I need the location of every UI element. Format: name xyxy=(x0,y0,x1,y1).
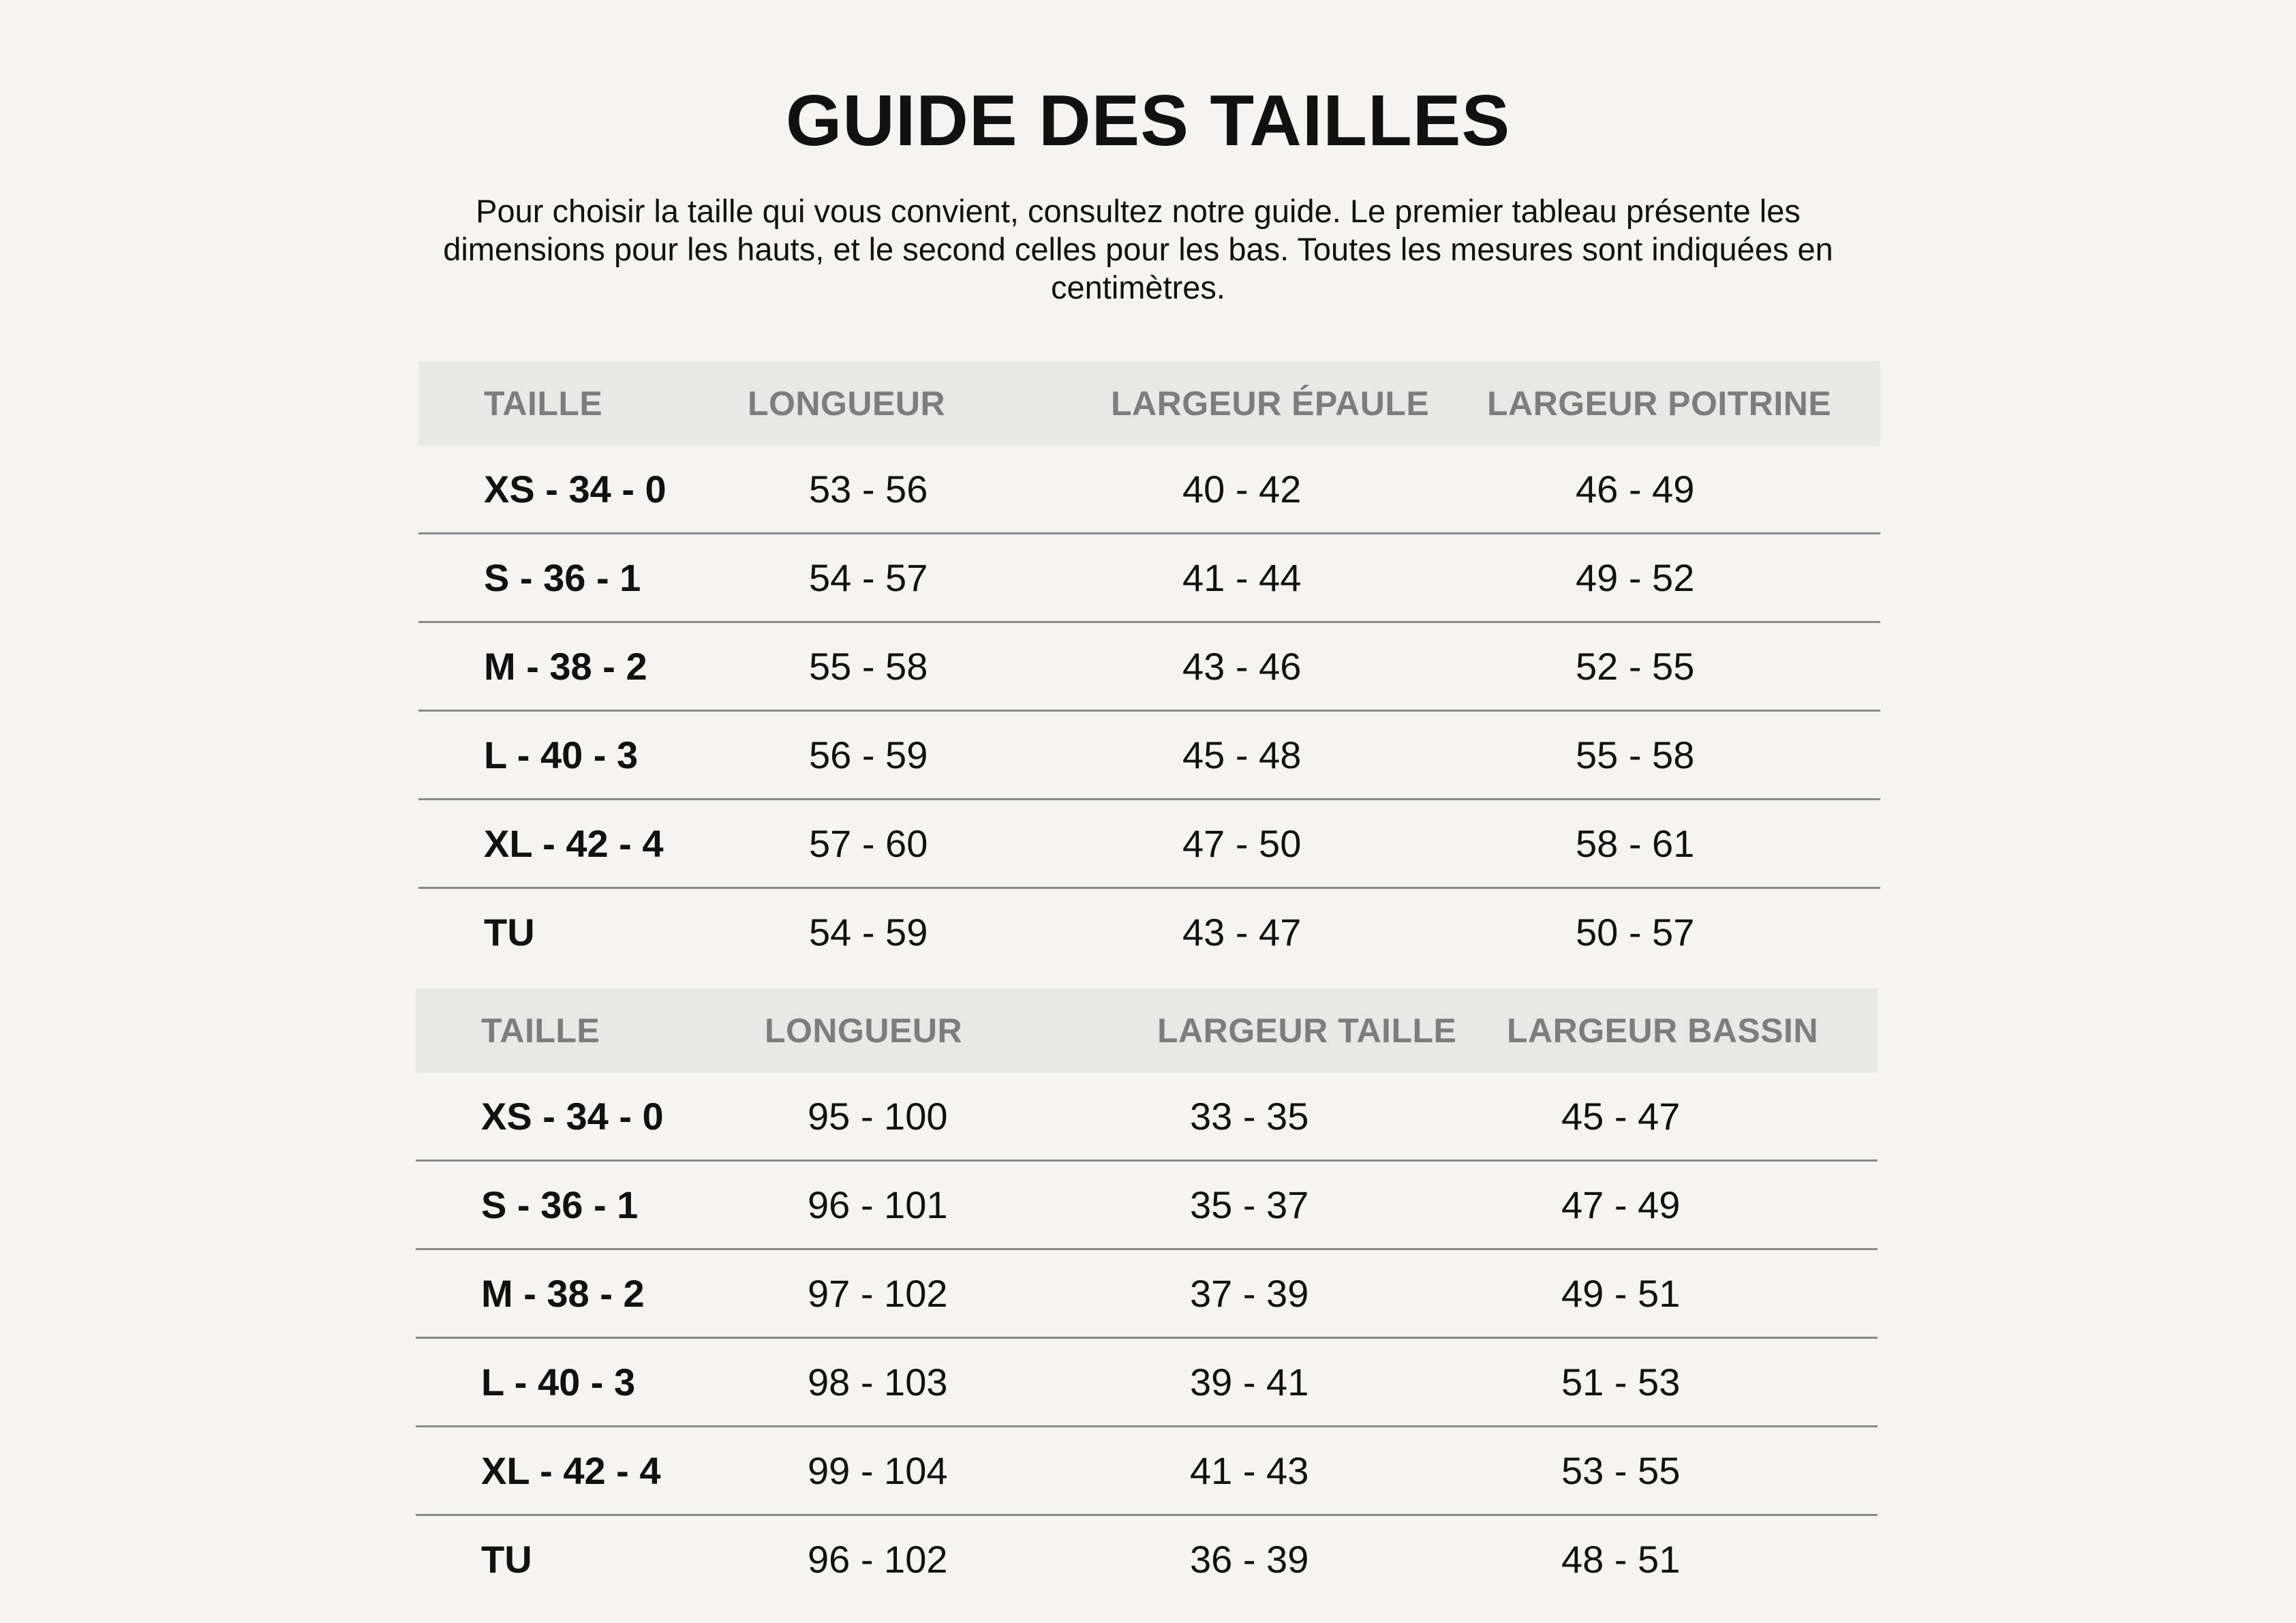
value-cell: 95 - 100 xyxy=(808,1095,948,1138)
table-row xyxy=(416,1161,1878,1249)
value-cell: 37 - 39 xyxy=(1116,1249,1507,1338)
value-cell: 49 - 52 xyxy=(1487,534,1880,622)
value-cell: 98 - 103 xyxy=(743,1338,1116,1427)
value-cell: 53 - 55 xyxy=(1507,1427,1878,1515)
header-largeur-epaule: LARGEUR ÉPAULE xyxy=(1111,361,1487,446)
value-cell: 49 - 51 xyxy=(1507,1249,1878,1338)
value-cell: 48 - 51 xyxy=(1507,1515,1878,1603)
value-cell: 96 - 101 xyxy=(743,1161,1116,1249)
value-cell: 40 - 42 xyxy=(1182,468,1302,511)
value-cell: 55 - 58 xyxy=(1487,711,1880,800)
size-cell: XL - 42 - 4 xyxy=(418,800,748,888)
table-row xyxy=(418,534,1880,622)
value-cell: 41 - 43 xyxy=(1116,1427,1507,1515)
size-cell: TU xyxy=(416,1515,743,1603)
header-longueur: LONGUEUR xyxy=(748,361,1111,446)
value-cell: 46 - 49 xyxy=(1576,468,1695,511)
value-cell: 51 - 53 xyxy=(1507,1338,1878,1427)
value-cell: 54 - 59 xyxy=(748,888,1111,976)
value-cell: 97 - 102 xyxy=(743,1249,1116,1338)
table-header-row xyxy=(418,361,1880,446)
table-row xyxy=(416,1515,1878,1603)
value-cell: 41 - 44 xyxy=(1111,534,1487,622)
size-cell: M - 38 - 2 xyxy=(416,1249,743,1338)
value-cell: 99 - 104 xyxy=(743,1427,1116,1515)
value-cell: 57 - 60 xyxy=(748,800,1111,888)
table-row xyxy=(416,1073,1878,1161)
value-cell: 96 - 102 xyxy=(743,1515,1116,1603)
size-cell: TU xyxy=(418,888,748,976)
table-row xyxy=(416,1427,1878,1515)
value-cell: 53 - 56 xyxy=(809,468,928,511)
intro-text: Pour choisir la taille qui vous convient, consultez notre guide. Le premier tableau présente les dimensions pour les hauts, et le second celles pour les bas. Toutes les mesures sont indiquées en centimètres. xyxy=(443,193,1833,305)
value-cell: 58 - 61 xyxy=(1487,800,1880,888)
header-largeur-taille: LARGEUR TAILLE xyxy=(1116,988,1507,1073)
value-cell: 45 - 47 xyxy=(1561,1095,1681,1138)
table-row xyxy=(418,888,1880,976)
table-row xyxy=(418,446,1880,534)
value-cell: 52 - 55 xyxy=(1487,622,1880,711)
size-cell: XS - 34 - 0 xyxy=(484,468,667,511)
header-largeur-bassin: LARGEUR BASSIN xyxy=(1507,988,1878,1073)
bottoms-size-table xyxy=(416,988,1878,1603)
table-row xyxy=(418,622,1880,711)
page-title: GUIDE DES TAILLES xyxy=(785,80,1511,161)
size-cell: XS - 34 - 0 xyxy=(481,1095,664,1138)
header-taille: TAILLE xyxy=(418,361,748,446)
table-row xyxy=(416,1338,1878,1427)
value-cell: 55 - 58 xyxy=(748,622,1111,711)
size-cell: M - 38 - 2 xyxy=(418,622,748,711)
size-cell: L - 40 - 3 xyxy=(418,711,748,800)
value-cell: 35 - 37 xyxy=(1116,1161,1507,1249)
value-cell: 56 - 59 xyxy=(748,711,1111,800)
value-cell: 45 - 48 xyxy=(1111,711,1487,800)
header-longueur: LONGUEUR xyxy=(743,988,1116,1073)
value-cell: 43 - 47 xyxy=(1111,888,1487,976)
size-cell: L - 40 - 3 xyxy=(416,1338,743,1427)
value-cell: 47 - 49 xyxy=(1507,1161,1878,1249)
value-cell: 47 - 50 xyxy=(1111,800,1487,888)
value-cell: 50 - 57 xyxy=(1487,888,1880,976)
size-cell: S - 36 - 1 xyxy=(418,534,748,622)
tops-size-table xyxy=(418,361,1880,975)
header-taille: TAILLE xyxy=(416,988,743,1073)
table-header-row xyxy=(416,988,1878,1073)
size-cell: XL - 42 - 4 xyxy=(416,1427,743,1515)
table-row xyxy=(418,711,1880,800)
value-cell: 36 - 39 xyxy=(1116,1515,1507,1603)
table-row xyxy=(418,800,1880,888)
value-cell: 39 - 41 xyxy=(1116,1338,1507,1427)
header-largeur-poitrine: LARGEUR POITRINE xyxy=(1487,361,1880,446)
table-row xyxy=(416,1249,1878,1338)
value-cell: 33 - 35 xyxy=(1190,1095,1309,1138)
size-cell: S - 36 - 1 xyxy=(416,1161,743,1249)
value-cell: 54 - 57 xyxy=(748,534,1111,622)
value-cell: 43 - 46 xyxy=(1111,622,1487,711)
